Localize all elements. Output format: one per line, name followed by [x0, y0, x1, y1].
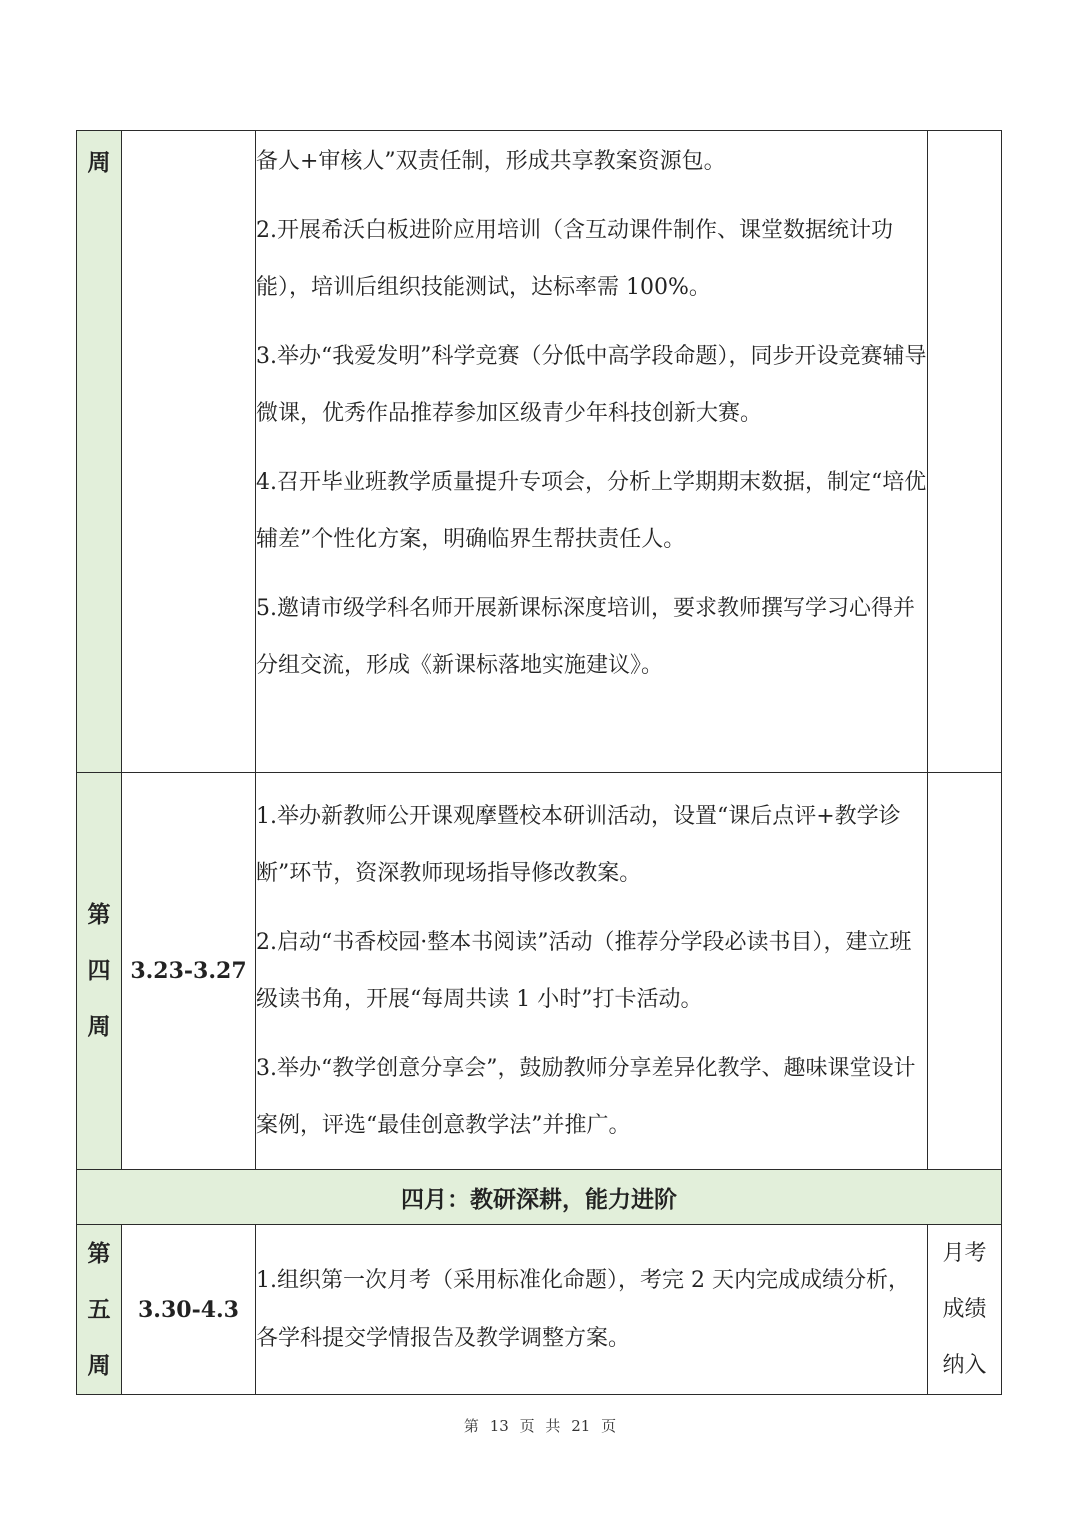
week-char: 四 — [87, 957, 111, 984]
week-char: 周 — [87, 1351, 111, 1379]
content-item: 备人+审核人”双责任制，形成共享教案资源包。 — [256, 149, 726, 174]
page-footer — [0, 1415, 1080, 1436]
month-header-row — [77, 1170, 1002, 1225]
week-char: 第 — [87, 1239, 111, 1267]
content-item: 1.举办新教师公开课观摩暨校本研训活动，设置“课后点评+教学诊断”环节，资深教师现场指导修改教案。 — [256, 803, 901, 886]
footer-ye: 页 — [601, 1417, 617, 1435]
table-row — [77, 131, 1002, 773]
content-item: 3.举办“教学创意分享会”，鼓励教师分享差异化教学、趣味课堂设计案例，评选“最佳创意教学法”并推广。 — [256, 1055, 916, 1138]
week-char: 五 — [87, 1295, 111, 1323]
table-row — [77, 773, 1002, 1170]
date-cell: 3.23-3.27 — [122, 773, 256, 1170]
note-line: 月考 — [942, 1240, 987, 1266]
date-cell — [122, 131, 256, 773]
content-item: 2.开展希沃白板进阶应用培训（含互动课件制作、课堂数据统计功能），培训后组织技能测试，达标率需 100%。 — [256, 217, 893, 300]
note-cell — [928, 773, 1002, 1170]
content-item: 5.邀请市级学科名师开展新课标深度培训，要求教师撰写学习心得并分组交流，形成《新课标落地实施建议》。 — [256, 595, 915, 678]
month-header: 四月：教研深耕，能力进阶 — [77, 1170, 1002, 1225]
page-number: 13 — [489, 1417, 509, 1435]
table-row — [77, 1225, 1002, 1395]
content-item: 3.举办“我爱发明”科学竞赛（分低中高学段命题），同步开设竞赛辅导微课，优秀作品推荐参加区级青少年科技创新大赛。 — [256, 343, 927, 426]
week-cell — [77, 773, 122, 1170]
note-line: 纳入 — [942, 1352, 987, 1378]
total-pages: 21 — [571, 1417, 591, 1435]
footer-ye: 页 — [519, 1417, 535, 1435]
week-cell — [77, 131, 122, 773]
week-char: 周 — [87, 1013, 111, 1040]
week-cell — [77, 1225, 122, 1395]
footer-di: 第 — [463, 1417, 479, 1435]
note-cell — [928, 1225, 1002, 1395]
content-item: 2.启动“书香校园·整本书阅读”活动（推荐分学段必读书目），建立班级读书角，开展“每周共读 1 小时”打卡活动。 — [256, 929, 912, 1012]
content-cell — [256, 773, 928, 1170]
footer-gong: 共 — [545, 1417, 561, 1435]
content-item: 4.召开毕业班教学质量提升专项会，分析上学期期末数据，制定“培优辅差”个性化方案，明确临界生帮扶责任人。 — [256, 469, 927, 552]
note-cell — [928, 131, 1002, 773]
schedule-table — [76, 130, 1002, 1395]
date-cell: 3.30-4.3 — [122, 1225, 256, 1395]
week-char: 第 — [87, 901, 111, 928]
content-cell — [256, 131, 928, 773]
content-item: 1.组织第一次月考（采用标准化命题），考完 2 天内完成成绩分析，各学科提交学情报告及教学调整方案。 — [256, 1268, 910, 1351]
content-cell — [256, 1225, 928, 1395]
note-line: 成绩 — [942, 1296, 987, 1322]
week-char: 周 — [87, 149, 111, 176]
